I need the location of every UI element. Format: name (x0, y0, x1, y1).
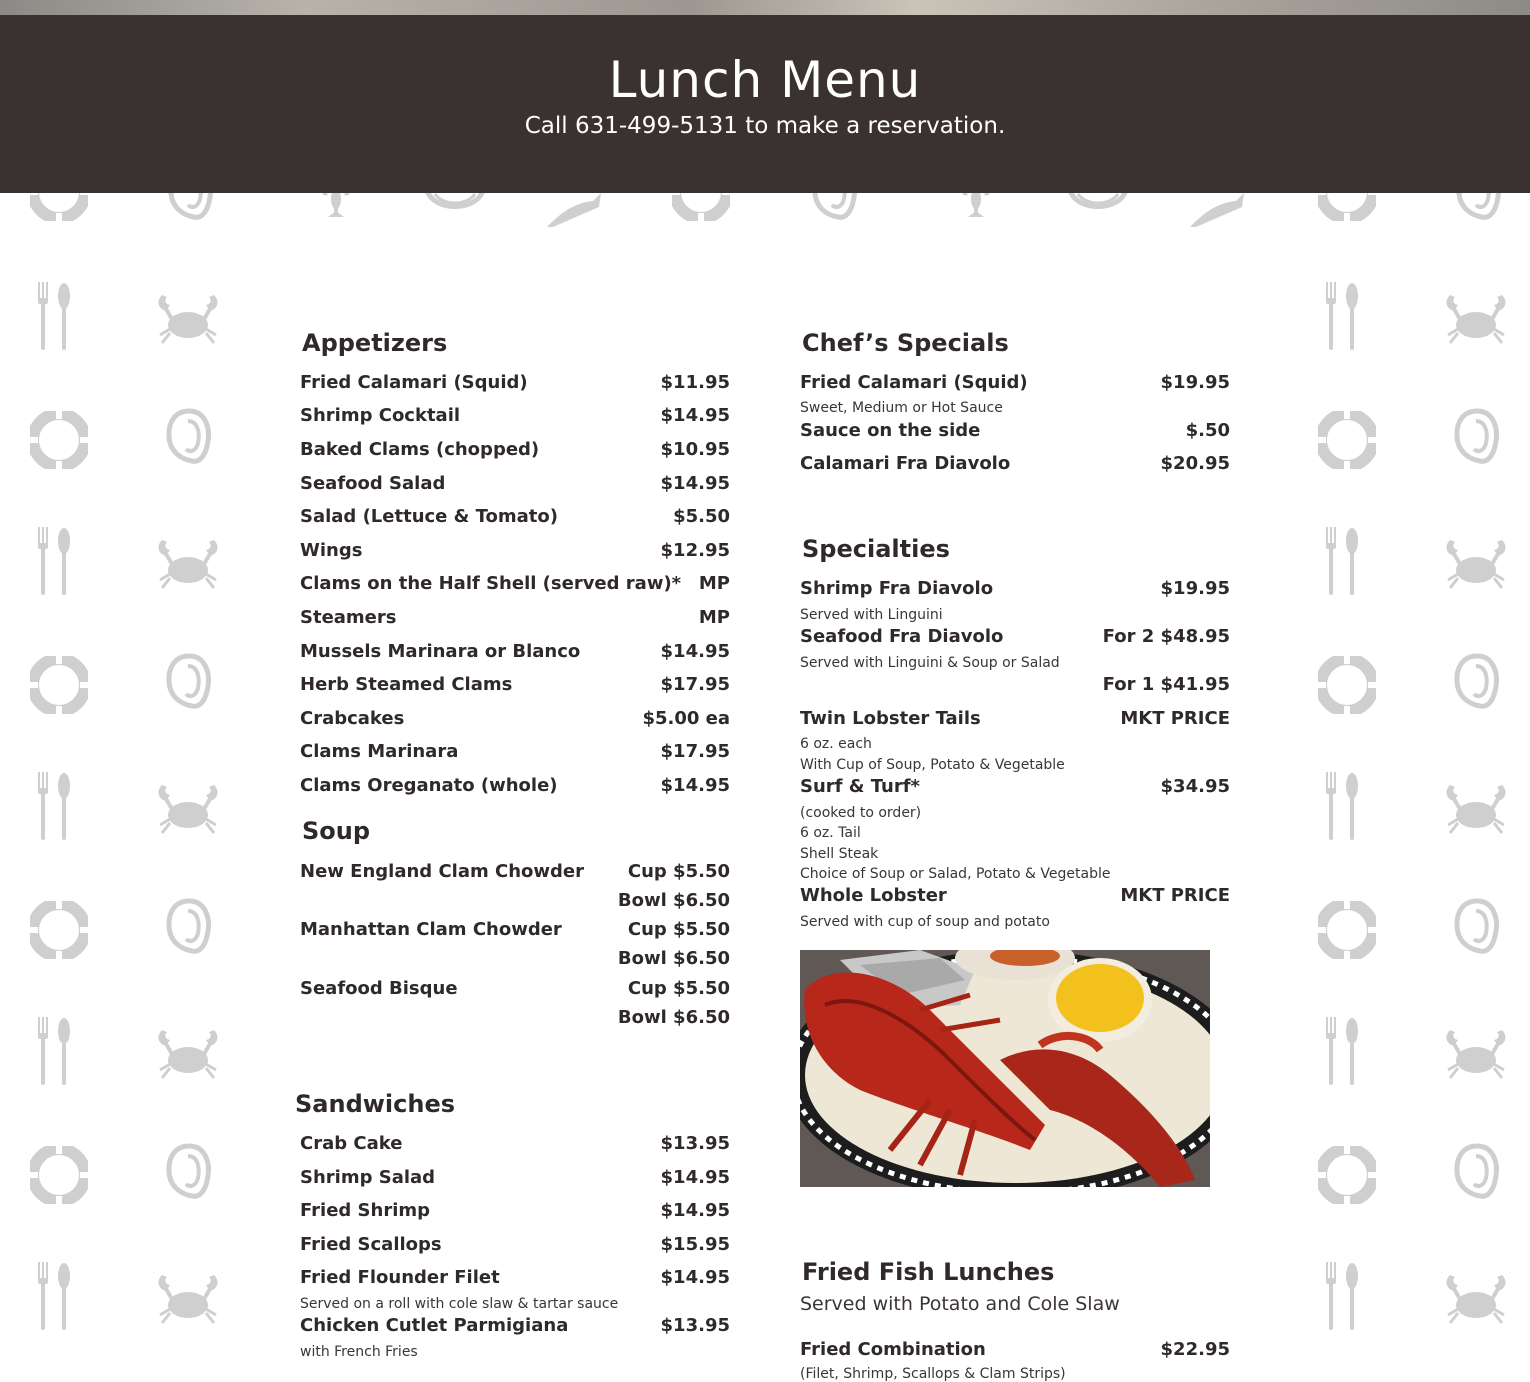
item-price: $14.95 (660, 1167, 730, 1188)
crab-icon (156, 781, 220, 841)
sandwiches-title: Sandwiches (295, 1090, 456, 1118)
life-ring-icon (30, 1146, 88, 1208)
page-header (0, 15, 1530, 193)
fork-knife-icon (34, 1262, 74, 1336)
reservation-line: Call 631-499-5131 to make a reservation. (524, 113, 1006, 139)
soup-title: Soup (302, 817, 371, 845)
life-ring-icon (30, 411, 88, 473)
item-name: Clams Marinara (300, 741, 459, 762)
menu-item (300, 1007, 730, 1033)
item-name: Fried Calamari (Squid) (300, 372, 528, 393)
item-name: Manhattan Clam Chowder (300, 919, 562, 940)
item-name: Clams Oreganato (whole) (300, 775, 558, 796)
item-name: Fried Shrimp (300, 1200, 431, 1221)
appetizers-title: Appetizers (302, 329, 448, 357)
item-name: Chicken Cutlet Parmigiana (300, 1315, 569, 1336)
item-name: Fried Calamari (Squid) (800, 372, 1028, 393)
item-price: Cup $5.50 (627, 978, 730, 999)
item-description: Served with Linguini (800, 607, 943, 623)
fish-icon (1188, 193, 1246, 233)
fork-knife-icon (1322, 282, 1362, 356)
menu-item (300, 1167, 730, 1193)
life-ring-icon (1318, 1146, 1376, 1208)
item-price: $12.95 (660, 540, 730, 561)
item-name: Seafood Bisque (300, 978, 458, 999)
life-ring-icon (672, 193, 730, 225)
oyster-icon (1454, 897, 1500, 959)
item-name: Clams on the Half Shell (served raw)* (300, 573, 682, 594)
menu-item (300, 439, 730, 465)
item-description: Shell Steak (800, 846, 879, 862)
item-description: Served with Linguini & Soup or Salad (800, 655, 1060, 671)
item-price: For 1 $41.95 (1102, 674, 1230, 695)
menu-item (300, 861, 730, 887)
item-price: Bowl $6.50 (617, 890, 730, 911)
oyster-icon (1454, 407, 1500, 469)
item-price: Bowl $6.50 (617, 1007, 730, 1028)
item-price: $13.95 (660, 1315, 730, 1336)
item-price: $19.95 (1160, 578, 1230, 599)
item-price: $14.95 (660, 775, 730, 796)
item-description: With Cup of Soup, Potato & Vegetable (800, 757, 1065, 773)
fork-knife-icon (34, 772, 74, 846)
life-ring-icon (1318, 901, 1376, 963)
menu-item (300, 978, 730, 1004)
item-price: Cup $5.50 (627, 861, 730, 882)
item-description: Sweet, Medium or Hot Sauce (800, 400, 1003, 416)
menu-item (300, 1267, 730, 1293)
fork-knife-icon (1322, 527, 1362, 601)
chefs-specials-title: Chef’s Specials (802, 329, 1009, 357)
item-description: 6 oz. each (800, 736, 872, 752)
item-name: Salad (Lettuce & Tomato) (300, 506, 558, 527)
menu-item (800, 626, 1230, 652)
oyster-icon (166, 1142, 212, 1204)
crab-icon (1444, 536, 1508, 596)
crab-icon (156, 536, 220, 596)
fork-knife-icon (1322, 772, 1362, 846)
menu-item (800, 420, 1230, 446)
item-name: Calamari Fra Diavolo (800, 453, 1011, 474)
menu-item (800, 1339, 1230, 1365)
life-ring-icon (1318, 411, 1376, 473)
lobster-icon (958, 193, 994, 225)
item-name: Fried Scallops (300, 1234, 442, 1255)
lobster-photo-illustration (800, 950, 1210, 1187)
life-ring-icon (1318, 193, 1376, 225)
menu-item (300, 1133, 730, 1159)
menu-item (800, 708, 1230, 734)
crab-icon (1444, 1026, 1508, 1086)
item-name: Sauce on the side (800, 420, 981, 441)
menu-item (300, 506, 730, 532)
item-name: Fried Flounder Filet (300, 1267, 500, 1288)
crab-icon (1444, 781, 1508, 841)
item-price: $17.95 (660, 674, 730, 695)
menu-item (300, 890, 730, 916)
item-price: $5.00 ea (642, 708, 730, 729)
crab-icon (1444, 291, 1508, 351)
menu-item (300, 540, 730, 566)
item-price: $20.95 (1160, 453, 1230, 474)
item-name: Shrimp Salad (300, 1167, 436, 1188)
item-name: Herb Steamed Clams (300, 674, 513, 695)
oyster-icon (1456, 193, 1502, 225)
item-price: $14.95 (660, 641, 730, 662)
crab-icon (156, 1271, 220, 1331)
clam-icon (425, 193, 485, 222)
life-ring-icon (30, 656, 88, 718)
item-name: Crab Cake (300, 1133, 403, 1154)
item-description: (cooked to order) (800, 805, 922, 821)
menu-item (300, 1234, 730, 1260)
life-ring-icon (1318, 656, 1376, 718)
item-name: Crabcakes (300, 708, 405, 729)
menu-item (800, 453, 1230, 479)
item-description: Choice of Soup or Salad, Potato & Vegetable (800, 866, 1111, 882)
fish-icon (545, 193, 603, 233)
menu-item (300, 708, 730, 734)
item-price: $14.95 (660, 473, 730, 494)
life-ring-icon (30, 193, 88, 225)
header-photo-strip (0, 0, 1530, 15)
item-description: (Filet, Shrimp, Scallops & Clam Strips) (800, 1366, 1066, 1382)
item-price: Cup $5.50 (627, 919, 730, 940)
item-price: $19.95 (1160, 372, 1230, 393)
item-price: MKT PRICE (1120, 708, 1230, 729)
item-name: Wings (300, 540, 363, 561)
oyster-icon (166, 407, 212, 469)
life-ring-icon (30, 901, 88, 963)
oyster-icon (168, 193, 214, 225)
item-description: 6 oz. Tail (800, 825, 861, 841)
menu-item (300, 741, 730, 767)
item-price: MP (698, 573, 730, 594)
item-price: $.50 (1185, 420, 1230, 441)
item-description: Served on a roll with cole slaw & tartar sauce (300, 1296, 619, 1312)
crab-icon (156, 1026, 220, 1086)
lobster-photo (800, 950, 1210, 1187)
lobster-icon (318, 193, 354, 225)
item-price: For 2 $48.95 (1102, 626, 1230, 647)
menu-item (300, 473, 730, 499)
item-name: Surf & Turf* (800, 776, 920, 797)
menu-item (300, 1200, 730, 1226)
item-description: Served with cup of soup and potato (800, 914, 1050, 930)
page-title: Lunch Menu (608, 51, 922, 109)
clam-icon (1068, 193, 1128, 222)
menu-item (300, 641, 730, 667)
item-name: Mussels Marinara or Blanco (300, 641, 581, 662)
fried-fish-title: Fried Fish Lunches (802, 1258, 1055, 1286)
menu-item (300, 674, 730, 700)
menu-item (300, 607, 730, 633)
oyster-icon (1454, 1142, 1500, 1204)
item-price: $13.95 (660, 1133, 730, 1154)
item-price: $5.50 (673, 506, 730, 527)
fork-knife-icon (1322, 1262, 1362, 1336)
item-name: Whole Lobster (800, 885, 947, 906)
menu-item (800, 885, 1230, 911)
crab-icon (156, 291, 220, 351)
item-price: $14.95 (660, 405, 730, 426)
menu-item (300, 919, 730, 945)
item-price: $11.95 (660, 372, 730, 393)
oyster-icon (166, 652, 212, 714)
specialties-title: Specialties (802, 535, 950, 563)
fork-knife-icon (1322, 1017, 1362, 1091)
item-price: $10.95 (660, 439, 730, 460)
fried-fish-subtitle: Served with Potato and Cole Slaw (800, 1293, 1120, 1315)
fork-knife-icon (34, 1017, 74, 1091)
menu-item (300, 775, 730, 801)
menu-item (300, 573, 730, 599)
menu-item (800, 776, 1230, 802)
item-name: Seafood Salad (300, 473, 446, 494)
oyster-icon (812, 193, 858, 225)
item-name: Baked Clams (chopped) (300, 439, 540, 460)
item-name: Shrimp Fra Diavolo (800, 578, 994, 599)
menu-item (800, 372, 1230, 398)
item-price: $15.95 (660, 1234, 730, 1255)
menu-item (300, 948, 730, 974)
item-price: $22.95 (1160, 1339, 1230, 1360)
oyster-icon (166, 897, 212, 959)
item-price: $14.95 (660, 1200, 730, 1221)
item-name: New England Clam Chowder (300, 861, 584, 882)
fork-knife-icon (34, 282, 74, 356)
item-price: MKT PRICE (1120, 885, 1230, 906)
item-price: MP (698, 607, 730, 628)
item-name: Steamers (300, 607, 397, 628)
item-price: Bowl $6.50 (617, 948, 730, 969)
item-name: Twin Lobster Tails (800, 708, 981, 729)
item-price: $34.95 (1160, 776, 1230, 797)
item-description: with French Fries (300, 1344, 418, 1360)
menu-item (300, 405, 730, 431)
menu-item-price-line (800, 674, 1230, 700)
item-name: Fried Combination (800, 1339, 986, 1360)
item-price: $14.95 (660, 1267, 730, 1288)
menu-item (300, 1315, 730, 1341)
oyster-icon (1454, 652, 1500, 714)
item-name: Seafood Fra Diavolo (800, 626, 1004, 647)
crab-icon (1444, 1271, 1508, 1331)
fork-knife-icon (34, 527, 74, 601)
item-price: $17.95 (660, 741, 730, 762)
item-name: Shrimp Cocktail (300, 405, 461, 426)
menu-item (300, 372, 730, 398)
menu-item (800, 578, 1230, 604)
